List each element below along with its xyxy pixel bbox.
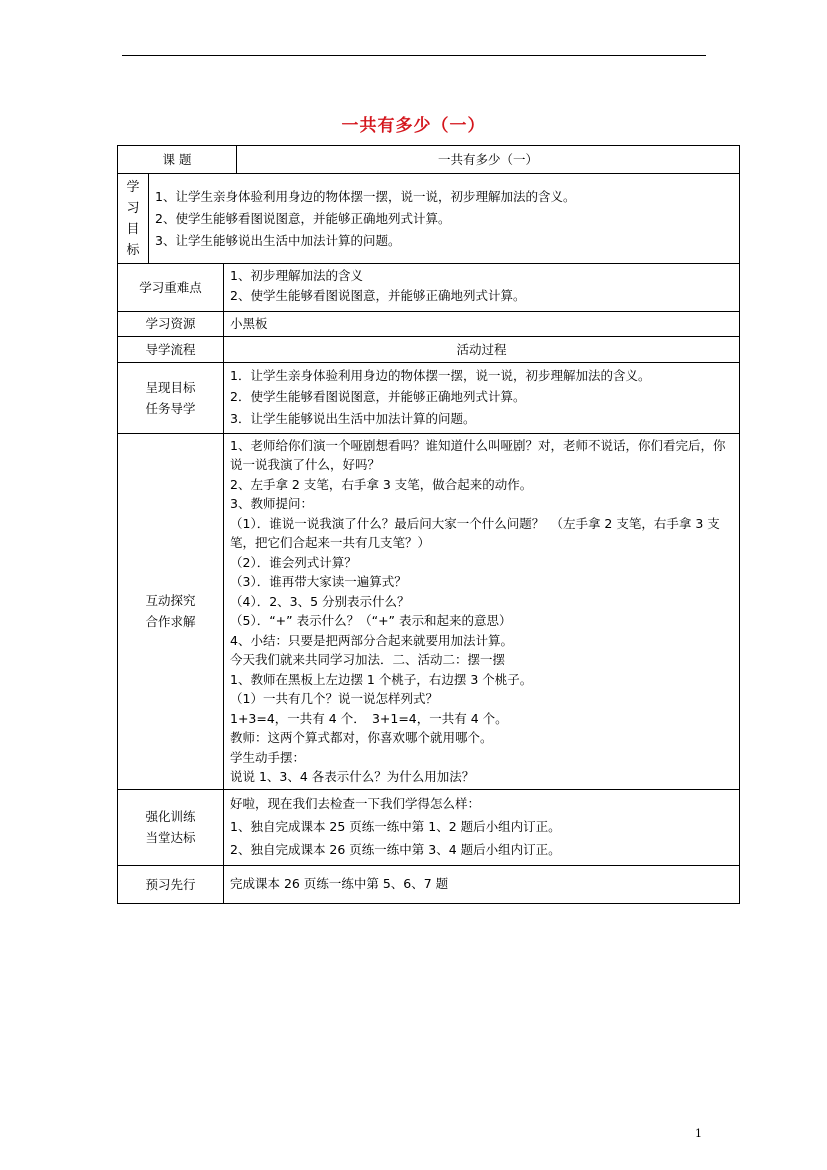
header-rule	[122, 55, 706, 56]
explore-item: （3）．谁再带大家读一遍算式？	[230, 574, 407, 589]
goal-item: 2、使学生能够看图说图意，并能够正确地列式计算。	[155, 211, 451, 226]
goal-item: 1、让学生亲身体验利用身边的物体摆一摆，说一说，初步理解加法的含义。	[155, 189, 576, 204]
explore-item: 今天我们就来共同学习加法．二、活动二：摆一摆	[230, 652, 506, 667]
row-flow	[118, 336, 740, 362]
goals-label: 学 习 目 标	[118, 174, 149, 264]
goals-content	[149, 174, 740, 264]
present-label: 呈现目标 任务导学	[118, 362, 224, 433]
flow-label: 导学流程	[118, 336, 224, 362]
lesson-plan-table	[117, 145, 740, 904]
practice-item: 1、独自完成课本 25 页练一练中第 1、2 题后小组内订正。	[230, 818, 561, 834]
present-item: 2．使学生能够看图说图意，并能够正确地列式计算。	[230, 389, 526, 404]
row-explore	[118, 433, 740, 789]
explore-item: （4）．2、3、5 分别表示什么？	[230, 593, 410, 609]
row-key-points	[118, 264, 740, 312]
practice-content	[224, 789, 740, 865]
explore-content	[224, 433, 740, 789]
explore-item: 学生动手摆：	[230, 749, 306, 765]
present-item: 3．让学生能够说出生活中加法计算的问题。	[230, 410, 476, 426]
explore-item: 2、左手拿 2 支笔，右手拿 3 支笔，做合起来的动作。	[230, 476, 533, 492]
preview-label: 预习先行	[118, 865, 224, 903]
row-resources	[118, 312, 740, 337]
explore-item: （2）．谁会列式计算？	[230, 554, 357, 570]
explore-item: 4、小结：只要是把两部分合起来就要用加法计算。	[230, 632, 513, 648]
explore-item: （1）一共有几个？说一说怎样列式？	[230, 691, 438, 706]
document-title: 一共有多少（一）	[341, 116, 486, 136]
topic-label: 课 题	[118, 146, 237, 174]
page-number: 1	[695, 1127, 702, 1140]
practice-label: 强化训练 当堂达标	[118, 789, 224, 865]
goal-item: 3、让学生能够说出生活中加法计算的问题。	[155, 233, 401, 248]
row-practice	[118, 789, 740, 865]
explore-item: 3、教师提问：	[230, 496, 313, 511]
key-point-item: 2、使学生能够看图说图意，并能够正确地列式计算。	[230, 287, 526, 303]
row-goals	[118, 174, 740, 264]
present-content	[224, 362, 740, 433]
resources-value: 小黑板	[224, 312, 740, 337]
explore-item: 1+3=4，一共有 4 个． 3+1=4，一共有 4 个。	[230, 710, 508, 726]
key-points-label: 学习重难点	[118, 264, 224, 312]
row-preview	[118, 865, 740, 903]
key-point-item: 1、初步理解加法的含义	[230, 268, 363, 283]
flow-value: 活动过程	[224, 336, 740, 362]
resources-label: 学习资源	[118, 312, 224, 337]
explore-item: 说说 1、3、4 各表示什么？为什么用加法？	[230, 769, 475, 784]
explore-item: 1、老师给你们演一个哑剧想看吗？谁知道什么叫哑剧？对，老师不说话，你们看完后，你说一说我演了什么，好吗？	[230, 437, 726, 472]
preview-value: 完成课本 26 页练一练中第 5、6、7 题	[224, 865, 740, 903]
row-topic	[118, 146, 740, 174]
row-present	[118, 362, 740, 433]
present-item: 1．让学生亲身体验利用身边的物体摆一摆，说一说，初步理解加法的含义。	[230, 367, 651, 383]
explore-item: （1）．谁说一说我演了什么？最后问大家一个什么问题？ （左手拿 2 支笔，右手拿 3 支笔，把它们合起来一共有几支笔？）	[230, 515, 720, 550]
practice-item: 好啦，现在我们去检查一下我们学得怎么样：	[230, 795, 481, 811]
explore-item: （5）．“+” 表示什么？（“+” 表示和起来的意思）	[230, 613, 512, 628]
topic-value: 一共有多少（一）	[237, 146, 740, 174]
practice-item: 2、独自完成课本 26 页练一练中第 3、4 题后小组内订正。	[230, 841, 561, 857]
explore-label: 互动探究 合作求解	[118, 433, 224, 789]
key-points-content	[224, 264, 740, 312]
explore-item: 1、教师在黑板上左边摆 1 个桃子，右边摆 3 个桃子。	[230, 671, 533, 687]
explore-item: 教师：这两个算式都对，你喜欢哪个就用哪个。	[230, 730, 493, 745]
